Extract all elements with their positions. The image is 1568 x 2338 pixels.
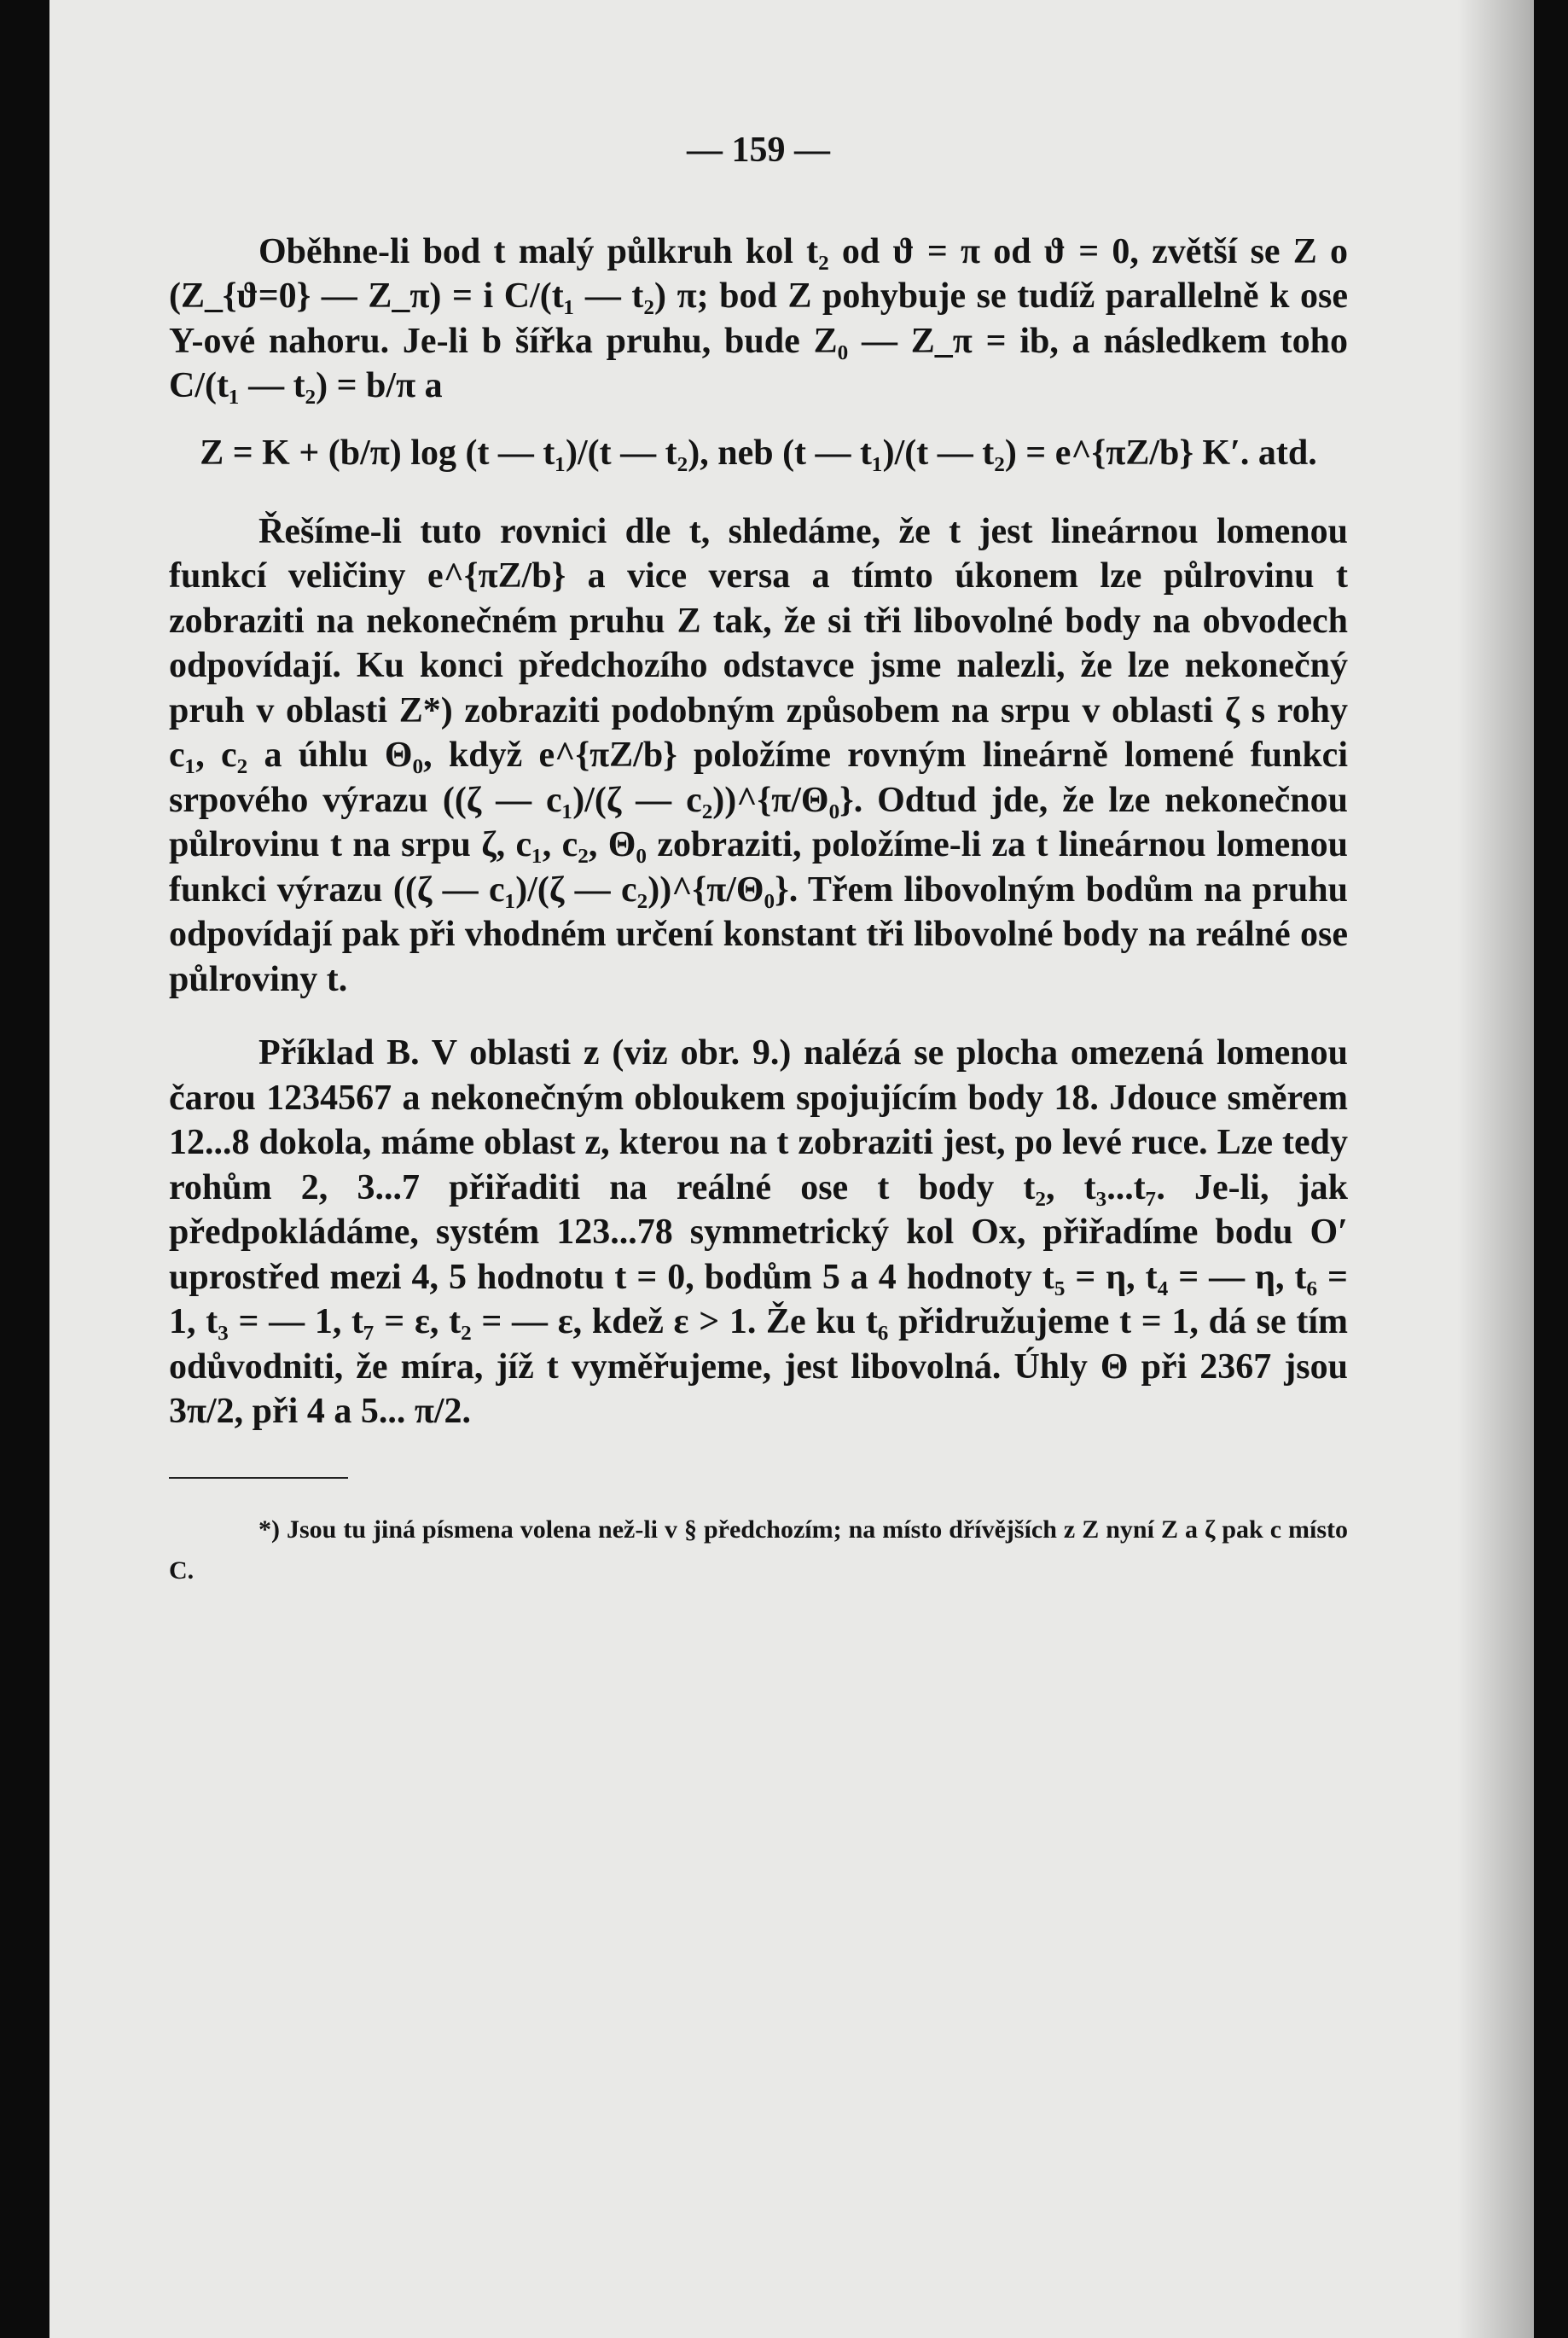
footnote-rule [169, 1477, 348, 1479]
footnote: *) Jsou tu jiná písmena volena než-li v § předchozím; na místo dřívějších z Z nyní Z a ζ pak c místo C. [169, 1515, 1348, 1585]
page-text [169, 128, 1348, 1591]
formula-strip-mapping: Z = K + (b/π) log (t — t₁)/(t — t₂), neb (t — t₁)/(t — t₂) = e^{πZ/b} K′. atd. [200, 433, 1317, 473]
paragraph-example-b: Příklad B. V oblasti z (viz obr. 9.) nalézá se plocha omezená lomenou čarou 1234567 a nekonečným obloukem spojujícím body 18. Jdouce směrem 12...8 dokola, máme oblast z, kterou na t zobraziti jest, po levé ruce. Lze tedy rohům 2, 3...7 přiřaditi na reálné ose t body t₂, t₃...t₇. Je-li, jak předpokládáme, systém 123...78 symmetrický kol Ox, přiřadíme bodu O′ uprostřed mezi 4, 5 hodnotu t = 0, bodům 5 a 4 hodnoty t₅ = η, t₄ = — η, t₆ = 1, t₃ = — 1, t₇ = ε, t₂ = — ε, kdež ε > 1. Že ku t₆ přidružujeme t = 1, dá se tím odůvodniti, že míra, jíž t vyměřujeme, jest libovolná. Úhly Θ při 2367 jsou 3π/2, při 4 a 5... π/2. [169, 1033, 1348, 1431]
paragraph-1: Oběhne-li bod t malý půlkruh kol t₂ od ϑ = π od ϑ = 0, zvětší se Z o (Z_{ϑ=0} — Z_π) = i C/(t₁ — t₂) π; bod Z pohybuje se tudíž parallelně k ose Y-ové nahoru. Je-li b šířka pruhu, bude Z₀ — Z_π = ib, a následkem toho C/(t₁ — t₂) = b/π a [169, 231, 1348, 405]
page-number: — 159 — [687, 131, 830, 170]
book-page [49, 0, 1534, 2338]
paragraph-2: Řešíme-li tuto rovnici dle t, shledáme, že t jest lineárnou lomenou funkcí veličiny e^{πZ/b} a vice versa a tímto úkonem lze půlrovinu t zobraziti na nekonečném pruhu Z tak, že si tři libovolné body na obvodech odpovídají. Ku konci předchozího odstavce jsme nalezli, že lze nekonečný pruh v oblasti Z*) zobraziti podobným způsobem na srpu v oblasti ζ s rohy c₁, c₂ a úhlu Θ₀, když e^{πZ/b} položíme rovným lineárně lomené funkci srpového výrazu ((ζ — c₁)/(ζ — c₂))^{π/Θ₀}. Odtud jde, že lze nekonečnou půlrovinu t na srpu ζ, c₁, c₂, Θ₀ zobraziti, položíme-li za t lineárnou lomenou funkci výrazu ((ζ — c₁)/(ζ — c₂))^{π/Θ₀}. Třem libovolným bodům na pruhu odpovídají pak při vhodném určení konstant tři libovolné body na reálné ose půlroviny t. [169, 511, 1348, 999]
